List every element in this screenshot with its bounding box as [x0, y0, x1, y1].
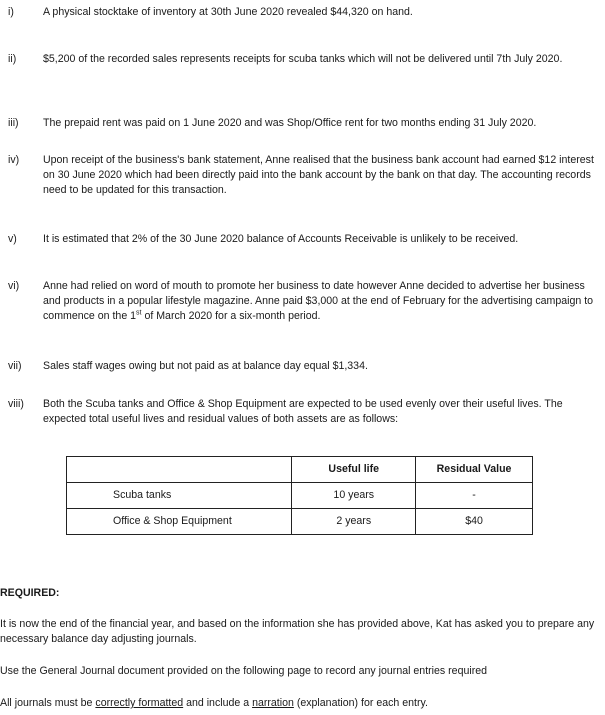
underlined-text: correctly formatted — [95, 697, 184, 709]
item-number: i) — [8, 6, 14, 18]
asset-table — [66, 456, 533, 535]
table-header-cell: Residual Value — [416, 457, 533, 483]
table-header-cell — [67, 457, 292, 483]
table-cell: $40 — [416, 509, 533, 535]
item-number: v) — [8, 233, 17, 245]
text-part: and include a — [183, 697, 253, 709]
underlined-text: narration — [252, 697, 294, 709]
table-cell: Office & Shop Equipment — [67, 509, 292, 535]
required-paragraph-3 — [0, 696, 600, 711]
required-paragraph-1: It is now the end of the financial year, and based on the information she has provided above, Kat has asked you to prepare any necessary balance day adjusting journals. — [0, 618, 595, 645]
item-number: vi) — [8, 280, 20, 292]
table-row — [67, 483, 533, 509]
table-header-cell: Useful life — [292, 457, 416, 483]
item-text-part: of March 2020 for a six-month period. — [141, 310, 321, 322]
table-row — [67, 509, 533, 535]
item-text: A physical stocktake of inventory at 30th June 2020 revealed $44,320 on hand. — [43, 6, 413, 18]
item-number: ii) — [8, 53, 17, 65]
item-number: iv) — [8, 154, 20, 166]
item-text: It is estimated that 2% of the 30 June 2020 balance of Accounts Receivable is unlikely to be received. — [43, 233, 519, 245]
item-text: Sales staff wages owing but not paid as at balance day equal $1,334. — [43, 360, 368, 372]
table-cell: 10 years — [292, 483, 416, 509]
item-text: Both the Scuba tanks and Office & Shop Equipment are expected to be used evenly over their useful lives. The expected total useful lives and residual values of both assets are as follows: — [43, 398, 563, 425]
item-number: vii) — [8, 360, 22, 372]
table-cell: 2 years — [292, 509, 416, 535]
required-heading: REQUIRED: — [0, 587, 60, 599]
text-part: (explanation) for each entry. — [293, 697, 428, 709]
item-number: viii) — [8, 398, 24, 410]
table-cell: - — [416, 483, 533, 509]
item-text: $5,200 of the recorded sales represents receipts for scuba tanks which will not be delivered until 7th July 2020. — [43, 53, 563, 65]
item-text: The prepaid rent was paid on 1 June 2020 and was Shop/Office rent for two months ending 31 July 2020. — [43, 117, 537, 129]
table-cell: Scuba tanks — [67, 483, 292, 509]
item-text-part: Anne had relied on word of mouth to promote her business to date however Anne decided to advertise her business and products in a popular lifestyle magazine. Anne paid $3,000 at the end of February for the advertising campaign to commence on the 1 — [43, 280, 594, 322]
item-number: iii) — [8, 117, 19, 129]
required-paragraph-2: Use the General Journal document provided on the following page to record any journal entries required — [0, 665, 488, 677]
table-header-row — [67, 457, 533, 483]
text-part: All journals must be — [0, 697, 93, 709]
superscript: st — [136, 309, 142, 317]
item-text — [43, 279, 601, 324]
item-text: Upon receipt of the business's bank statement, Anne realised that the business bank account had earned $12 interest on 30 June 2020 which had been directly paid into the bank account by the bank on that day. The accounting records need to be updated for this transaction. — [43, 154, 594, 196]
